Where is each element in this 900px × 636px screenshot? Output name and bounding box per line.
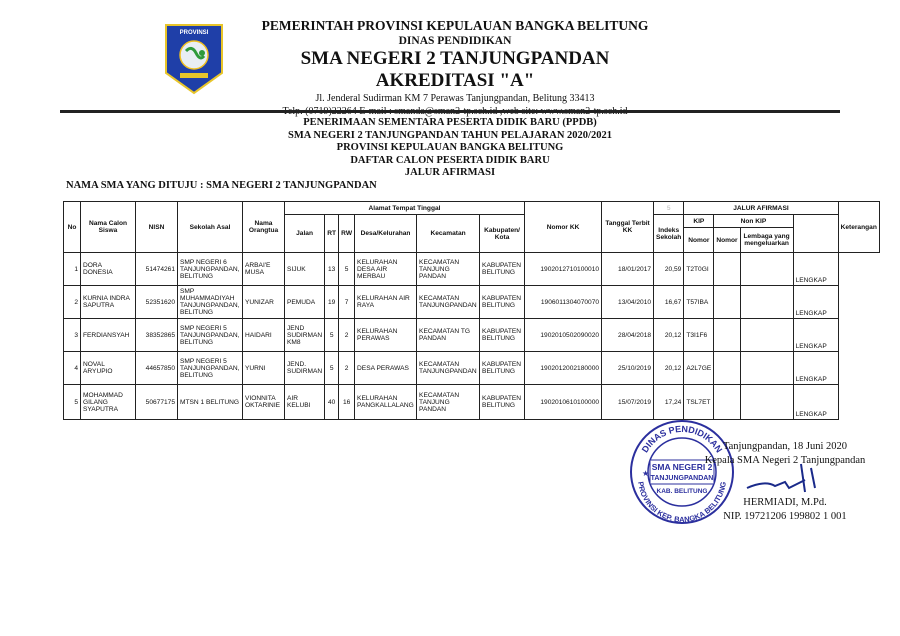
sign-position: Kepala SMA Negeri 2 Tanjungpandan (704, 455, 866, 466)
cell-nomor-kk: 1902010502090020 (525, 319, 602, 352)
cell-sekolah: SMP NEGERI 5 TANJUNGPANDAN, BELITUNG (178, 319, 243, 352)
header-kabupaten: Kabupaten/ Kota (480, 215, 525, 253)
header-nomor-kk: Nomor KK (525, 202, 602, 253)
cell-sekolah: SMP NEGERI 6 TANJUNGPANDAN, BELITUNG (178, 253, 243, 286)
cell-kabupaten: KABUPATEN BELITUNG (480, 253, 525, 286)
header-sekolah: Sekolah Asal (178, 202, 243, 253)
cell-lembaga (740, 352, 793, 385)
table-row (64, 385, 880, 420)
stamp-inner-1: SMA NEGERI 2 (651, 462, 713, 472)
cell-lembaga (740, 319, 793, 352)
cell-kabupaten: KABUPATEN BELITUNG (480, 319, 525, 352)
cell-desa: DESA PERAWAS (355, 352, 417, 385)
cell-nama: MOHAMMAD GILANG SYAPUTRA (81, 385, 136, 420)
header-orangtua: Nama Orangtua (243, 202, 285, 253)
cell-orangtua: HAIDARI (243, 319, 285, 352)
cell-nonkip-nomor (714, 352, 740, 385)
cell-nisn: 52351620 (136, 286, 178, 319)
cell-nonkip-nomor (714, 319, 740, 352)
header-rt: RT (325, 215, 339, 253)
cell-kecamatan: KECAMATAN TG PANDAN (417, 319, 480, 352)
cell-kabupaten: KABUPATEN BELITUNG (480, 352, 525, 385)
cell-nisn: 38352865 (136, 319, 178, 352)
government-name: PEMERINTAH PROVINSI KEPULAUAN BANGKA BELITUNG (261, 18, 649, 33)
applicants-table (63, 201, 880, 420)
cell-nisn: 44657850 (136, 352, 178, 385)
cell-desa: KELURAHAN PERAWAS (355, 319, 417, 352)
header-indeks: Indeks Sekolah (654, 215, 684, 253)
logo-text: PROVINSI (179, 30, 209, 36)
cell-no: 5 (64, 385, 81, 420)
cell-indeks: 20,12 (654, 352, 684, 385)
cell-orangtua: VIONNITA OKTARINIE (243, 385, 285, 420)
cell-kip-nomor: T2T0GI (684, 253, 714, 286)
cell-kecamatan: KECAMATAN TANJUNGPANDAN (417, 352, 480, 385)
header-rw: RW (339, 215, 355, 253)
cell-nama: FERDIANSYAH (81, 319, 136, 352)
table-row (64, 286, 880, 319)
cell-kecamatan: KECAMATAN TANJUNGPANDAN (417, 286, 480, 319)
cell-desa: KELURAHAN DESA AIR MERBAU (355, 253, 417, 286)
table-row (64, 352, 880, 385)
header-alamat: Alamat Tempat Tinggal (285, 202, 525, 215)
document-title (240, 117, 660, 180)
cell-lembaga (740, 385, 793, 420)
stamp-outer-top: DINAS PENDIDIKAN (639, 423, 725, 455)
cell-jalan: JEND. SUDIRMAN (285, 352, 325, 385)
stamp-star-icon: ★ (642, 469, 650, 478)
cell-kip-nomor: A2L7GE (684, 352, 714, 385)
cell-orangtua: ARBAI'E MUSA (243, 253, 285, 286)
cell-nomor-kk: 1902010610100000 (525, 385, 602, 420)
cell-tanggal-kk: 15/07/2019 (602, 385, 654, 420)
school-address: Jl. Jenderal Sudirman KM 7 Perawas Tanjungpandan, Belitung 33413 (315, 93, 595, 104)
letterhead-divider (60, 110, 840, 113)
sign-place-date: Tanjungpandan, 18 Juni 2020 (722, 441, 848, 452)
cell-rw: 16 (339, 385, 355, 420)
header-no: No (64, 202, 81, 253)
cell-keterangan: LENGKAP (793, 286, 838, 319)
header-nama: Nama Calon Siswa (81, 202, 136, 253)
header-non-kip: Non KIP (714, 215, 793, 228)
header-desa: Desa/Kelurahan (355, 215, 417, 253)
cell-sekolah: SMP NEGERI 5 TANJUNGPANDAN, BELITUNG (178, 352, 243, 385)
cell-indeks: 17,24 (654, 385, 684, 420)
cell-no: 2 (64, 286, 81, 319)
table-row (64, 319, 880, 352)
cell-tanggal-kk: 28/04/2018 (602, 319, 654, 352)
cell-nama: DORA DONESIA (81, 253, 136, 286)
cell-nama: NOVAL ARYUPIO (81, 352, 136, 385)
sign-nip: NIP. 19721206 199802 1 001 (723, 511, 847, 522)
header-kecamatan: Kecamatan (417, 215, 480, 253)
cell-kabupaten: KABUPATEN BELITUNG (480, 286, 525, 319)
header-jalan: Jalan (285, 215, 325, 253)
header-nonkip-nomor: Nomor (714, 228, 740, 253)
header-lembaga: Lembaga yang mengeluarkan (740, 228, 793, 253)
header-tanggal-kk: Tanggal Terbit KK (602, 202, 654, 253)
cell-tanggal-kk: 18/01/2017 (602, 253, 654, 286)
cell-jalan: SIJUK (285, 253, 325, 286)
cell-tanggal-kk: 25/10/2019 (602, 352, 654, 385)
cell-rw: 5 (339, 253, 355, 286)
cell-keterangan: LENGKAP (793, 385, 838, 420)
cell-jalan: PEMUDA (285, 286, 325, 319)
cell-kip-nomor: T3I1F6 (684, 319, 714, 352)
cell-rw: 2 (339, 352, 355, 385)
cell-rt: 40 (325, 385, 339, 420)
cell-no: 4 (64, 352, 81, 385)
cell-nisn: 51474261 (136, 253, 178, 286)
table-row (64, 253, 880, 286)
cell-desa: KELURAHAN PANGKALLALANG (355, 385, 417, 420)
title-line-3: PROVINSI KEPULAUAN BANGKA BELITUNG (336, 142, 564, 153)
cell-keterangan: LENGKAP (793, 319, 838, 352)
cell-kabupaten: KABUPATEN BELITUNG (480, 385, 525, 420)
header-nisn: NISN (136, 202, 178, 253)
title-line-5: JALUR AFIRMASI (404, 167, 496, 178)
cell-jalan: AIR KELUBI (285, 385, 325, 420)
stamp-inner-2: TANJUNGPANDAN (650, 475, 714, 482)
cell-lembaga (740, 253, 793, 286)
title-line-2: SMA NEGERI 2 TANJUNGPANDAN TAHUN PELAJARAN 2020/2021 (288, 129, 612, 141)
cell-kip-nomor: T57IBA (684, 286, 714, 319)
cell-keterangan: LENGKAP (793, 352, 838, 385)
cell-nomor-kk: 1902012002180000 (525, 352, 602, 385)
title-line-1: PENERIMAAN SEMENTARA PESERTA DIDIK BARU (PPDB) (303, 117, 597, 128)
cell-rt: 5 (325, 352, 339, 385)
header-indeks-top: 5 (654, 202, 684, 215)
cell-kip-nomor: TSL7ET (684, 385, 714, 420)
cell-nama: KURNIA INDRA SAPUTRA (81, 286, 136, 319)
cell-kecamatan: KECAMATAN TANJUNG PANDAN (417, 385, 480, 420)
cell-lembaga (740, 286, 793, 319)
cell-nisn: 50677175 (136, 385, 178, 420)
cell-keterangan: LENGKAP (793, 253, 838, 286)
cell-nomor-kk: 1906011304070070 (525, 286, 602, 319)
school-name: SMA NEGERI 2 TANJUNGPANDAN (300, 48, 610, 69)
cell-rt: 13 (325, 253, 339, 286)
cell-rw: 2 (339, 319, 355, 352)
cell-nonkip-nomor (714, 286, 740, 319)
cell-tanggal-kk: 13/04/2010 (602, 286, 654, 319)
cell-nomor-kk: 1902012710100010 (525, 253, 602, 286)
cell-jalan: JEND SUDIRMAN KM8 (285, 319, 325, 352)
cell-sekolah: MTSN 1 BELITUNG (178, 385, 243, 420)
accreditation: AKREDITASI "A" (375, 70, 535, 91)
target-school: NAMA SMA YANG DITUJU : SMA NEGERI 2 TANJUNGPANDAN (66, 180, 377, 191)
department-name: DINAS PENDIDIKAN (398, 35, 512, 47)
cell-no: 1 (64, 253, 81, 286)
cell-rt: 19 (325, 286, 339, 319)
header-kip-nomor: Nomor (684, 228, 714, 253)
letterhead (240, 18, 670, 118)
province-logo (164, 23, 224, 95)
sign-name: HERMIADI, M.Pd. (743, 497, 827, 508)
handwritten-signature (745, 458, 825, 498)
cell-nonkip-nomor (714, 385, 740, 420)
cell-rt: 5 (325, 319, 339, 352)
stamp-outer-bottom: PROVINSI KEP. BANGKA BELITUNG (636, 480, 728, 525)
cell-sekolah: SMP MUHAMMADIYAH TANJUNGPANDAN, BELITUNG (178, 286, 243, 319)
header-kip: KIP (684, 215, 714, 228)
header-jalur-afirmasi: JALUR AFIRMASI (684, 202, 838, 215)
cell-orangtua: YUNIZAR (243, 286, 285, 319)
cell-kecamatan: KECAMATAN TANJUNG PANDAN (417, 253, 480, 286)
cell-indeks: 16,67 (654, 286, 684, 319)
header-keterangan: Keterangan (838, 202, 879, 253)
title-line-4: DAFTAR CALON PESERTA DIDIK BARU (350, 154, 550, 166)
cell-desa: KELURAHAN AIR RAYA (355, 286, 417, 319)
cell-indeks: 20,12 (654, 319, 684, 352)
cell-rw: 7 (339, 286, 355, 319)
cell-nonkip-nomor (714, 253, 740, 286)
cell-orangtua: YURNI (243, 352, 285, 385)
stamp-inner-3: KAB. BELITUNG (656, 488, 708, 495)
cell-indeks: 20,59 (654, 253, 684, 286)
cell-no: 3 (64, 319, 81, 352)
